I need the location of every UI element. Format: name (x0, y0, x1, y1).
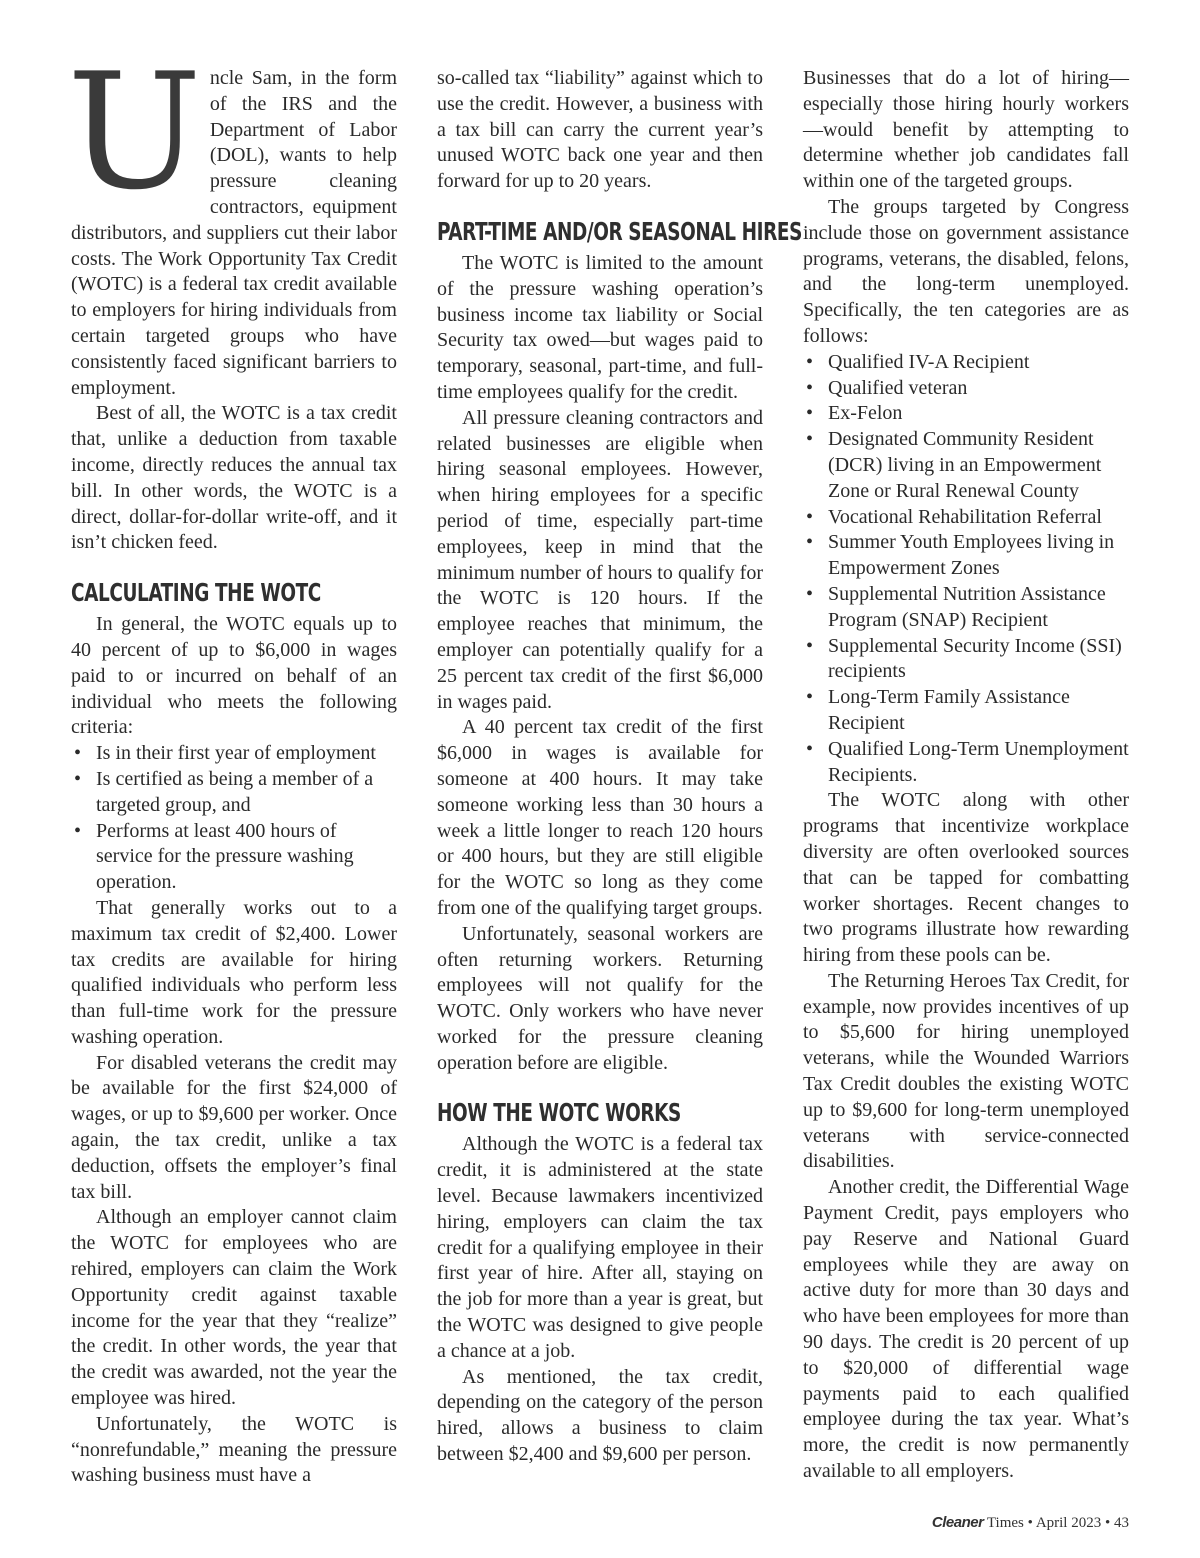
page-footer (932, 1514, 1129, 1532)
section-heading-part-time: PART-TIME AND/OR SEASONAL HIRES (437, 216, 802, 246)
drop-cap: U (67, 38, 202, 225)
column-1 (67, 38, 397, 1489)
list-item: • Is certified as being a member of a targeted group, and (71, 767, 397, 819)
paragraph: All pressure cleaning contractors and related businesses are eligible when hiring seasonal employees. However, when hiring employees for a specific period of time, especially part-time employees, keep in mind that the minimum number of hours to qualify for the WOTC is 120 hours. If the employee reaches that minimum, the employer can potentially qualify for a 25 percent tax credit of the first $6,000 in wages paid. (437, 406, 763, 713)
paragraph: Although the WOTC is a federal tax credit, it is administered at the state level. Because lawmakers incentivized hiring, employers can claim the tax credit for a qualifying employee in their first year of hire. After all, staying on the job for more than a year is great, but the WOTC was designed to give people a chance at a job. (437, 1133, 763, 1362)
section-heading-calculating: CALCULATING THE WOTC (71, 578, 321, 608)
list-item: • Qualified IV-A Recipient (803, 350, 1129, 376)
page-number: 43 (1114, 1515, 1129, 1531)
intro-text: ncle Sam, in the form of the IRS and the Department of Labor (DOL), wants to help pressure cleaning contractors, equipment distributors, and suppliers cut their labor costs. The Work Opportunity Tax Credit (WOTC) is a federal tax credit available to employers for hiring individuals from certain targeted groups who have consistently faced significant barriers to employment. (71, 67, 397, 399)
magazine-name-rest: Times (983, 1515, 1024, 1531)
paragraph: Unfortunately, seasonal workers are often returning workers. Returning employees will not qualify for the WOTC. Only workers who have never worked for the pressure cleaning operation before are eligible. (437, 922, 763, 1074)
paragraph: so-called tax “liability” against which to use the credit. However, a business with a tax bill can carry the current year’s unused WOTC back one year and then forward for up to 20 years. (437, 67, 763, 193)
paragraph: As mentioned, the tax credit, depending on the category of the person hired, allows a business to claim between $2,400 and $9,600 per person. (437, 1365, 763, 1466)
paragraph: The WOTC along with other programs that incentivize workplace diversity are often overlooked sources that can be tapped for combatting worker shortages. Recent changes to two programs illustrate how rewarding hiring from these pools can be. (803, 789, 1129, 967)
paragraph: In general, the WOTC equals up to 40 percent of up to $6,000 in wages paid to or incurred on behalf of an individual who meets the following criteria: (71, 613, 397, 739)
paragraph: Although an employer cannot claim the WOTC for employees who are rehired, employers can claim the Work Opportunity credit against taxable income for the year that they “realize” the credit. In other words, the year that the credit was awarded, not the year the employee was hired. (71, 1206, 397, 1410)
footer-separator: • (1101, 1515, 1114, 1531)
paragraph: A 40 percent tax credit of the first $6,000 in wages is available for someone at 400 hours. It may take someone working less than 30 hours a week a little longer to reach 120 hours or 400 hours, but they are still eligible for the WOTC so long as they come from one of the qualifying target groups. (437, 716, 763, 919)
list-item: • Performs at least 400 hours of service for the pressure washing operation. (71, 819, 397, 896)
paragraph: For disabled veterans the credit may be available for the first $24,000 of wages, or up to $9,600 per worker. Once again, the tax credit, unlike a tax deduction, offsets the employer’s final tax bill. (71, 1051, 397, 1203)
list-item: • Supplemental Security Income (SSI) recipients (803, 634, 1129, 686)
list-item: • Qualified Long-Term Unemployment Recipients. (803, 737, 1129, 789)
list-item: • Ex-Felon (803, 401, 1129, 427)
list-item: • Is in their first year of employment (71, 741, 397, 767)
paragraph: Another credit, the Differential Wage Payment Credit, pays employers who pay Reserve and National Guard employees while they are away on active duty for more than 30 days and who have been employees for more than 90 days. The credit is 20 percent of up to $20,000 of differential wage payments paid to each qualified employee during the tax year. What’s more, the credit is now permanently available to all employers. (803, 1176, 1129, 1483)
issue-date: April 2023 (1035, 1515, 1102, 1531)
categories-list (803, 350, 1129, 789)
footer-separator: • (1023, 1515, 1036, 1531)
paragraph: The groups targeted by Congress include those on government assistance programs, veterans, the disabled, felons, and the long-term unemployed. Specifically, the ten categories are as follows: (803, 195, 1129, 347)
column-3 (803, 66, 1129, 1485)
paragraph: Unfortunately, the WOTC is “nonrefundable,” meaning the pressure washing business must have a (71, 1412, 397, 1487)
paragraph: Best of all, the WOTC is a tax credit that, unlike a deduction from taxable income, directly reduces the annual tax bill. In other words, the WOTC is a direct, dollar-for-dollar write-off, and it isn’t chicken feed. (71, 402, 397, 554)
paragraph: The Returning Heroes Tax Credit, for example, now provides incentives of up to $5,600 for hiring unemployed veterans, while the Wounded Warriors Tax Credit doubles the existing WOTC up to $9,600 for long-term unemployed veterans with service-connected disabilities. (803, 969, 1129, 1173)
list-item: • Vocational Rehabilitation Referral (803, 505, 1129, 531)
paragraph: That generally works out to a maximum tax credit of $2,400. Lower tax credits are available for hiring qualified individuals who perform less than full-time work for the pressure washing operation. (71, 896, 397, 1048)
list-item: • Qualified veteran (803, 376, 1129, 402)
list-item: • Summer Youth Employees living in Empowerment Zones (803, 530, 1129, 582)
paragraph: Businesses that do a lot of hiring—especially those hiring hourly workers—would benefit by attempting to determine whether job candidates fall within one of the targeted groups. (803, 67, 1129, 193)
intro-paragraph (67, 38, 397, 401)
column-2 (437, 66, 802, 1468)
list-item: • Designated Community Resident (DCR) living in an Empowerment Zone or Rural Renewal County (803, 427, 1129, 504)
magazine-brand: Cleaner (931, 1514, 984, 1531)
section-heading-how-it-works: HOW THE WOTC WORKS (437, 1098, 681, 1128)
list-item: • Supplemental Nutrition Assistance Program (SNAP) Recipient (803, 582, 1129, 634)
criteria-list (71, 741, 397, 896)
list-item: • Long-Term Family Assistance Recipient (803, 685, 1129, 737)
paragraph: The WOTC is limited to the amount of the pressure washing operation’s business income tax liability or Social Security tax owed—but wages paid to temporary, seasonal, part-time, and full-time employees qualify for the credit. (437, 251, 763, 403)
